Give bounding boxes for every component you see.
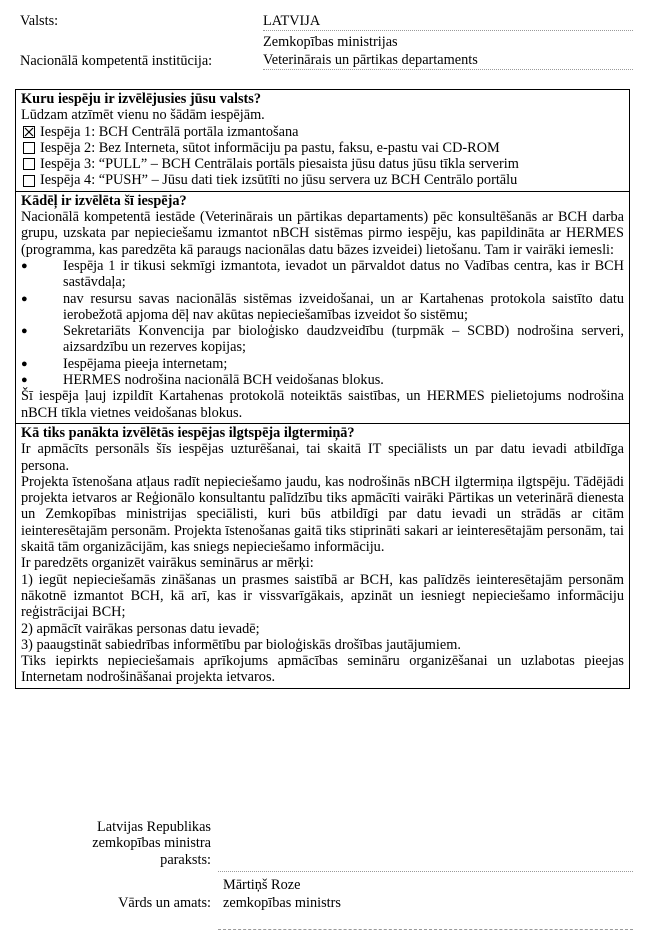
checkbox-icon[interactable]	[23, 142, 35, 154]
sustainability-paragraph: Ir apmācīts personāls šīs iespējas uzturēšanai, tai skaitā IT speciālists un par datu ievadi atbildīga persona.	[21, 441, 624, 474]
reason-bullet-text: Sekretariāts Konvencija par bioloģisko daudzveidību (turpmāk – SCBD) nodrošina serveri, aizsardzību un rezerves kopijas;	[63, 323, 624, 356]
reason-bullet	[21, 356, 624, 372]
institution-underline	[263, 69, 633, 70]
signature-label-line2: zemkopības ministra	[92, 835, 211, 852]
sustainability-section	[16, 423, 629, 688]
institution-name-line1: Zemkopības ministrijas	[263, 34, 398, 50]
option-2-label: Iespēja 2: Bez Interneta, sūtot informāciju pa pastu, faksu, e-pastu vai CD-ROM	[40, 139, 500, 156]
signature-label	[92, 819, 211, 868]
reason-bullet	[21, 372, 624, 388]
sustainability-question: Kā tiks panākta izvēlētās iespējas ilgtspēja ilgtermiņā?	[21, 424, 355, 441]
bullet-icon: ●	[21, 292, 28, 305]
option-4-label: Iespēja 4: “PUSH” – Jūsu dati tiek izsūtīti no jūsu servera uz BCH Centrālo portālu	[40, 172, 518, 189]
options-section	[16, 90, 629, 191]
sustainability-paragraph: 3) paaugstināt sabiedrības informētību par bioloģiskās drošības jautājumiem.	[21, 636, 461, 653]
bullet-icon: ●	[21, 357, 28, 370]
option-1-label: Iespēja 1: BCH Centrālā portāla izmantošana	[40, 123, 299, 140]
option-4[interactable]	[21, 172, 624, 188]
sustainability-paragraph: 1) iegūt nepieciešamās zināšanas un prasmes saistībā ar BCH, kas palīdzēs ieinteresētajām personām nākotnē izmantot BCH, kā arī, kas ir vissvarīgākais, apzināt un iesniegt nepieciešamo informāciju reģistrācijai BCH;	[21, 571, 624, 621]
sustainability-paragraph: Tiks iepirkts nepieciešamais aprīkojums apmācības semināru organizēšanai un uzlabotas pieejas Internetam nodrošināšanai projekta ietvaros.	[21, 653, 624, 686]
checkbox-icon[interactable]	[23, 175, 35, 187]
country-underline	[263, 30, 633, 31]
country-value: LATVIJA	[263, 13, 321, 29]
reason-bullet-text: Iespējama pieeja internetam;	[63, 355, 228, 372]
sustainability-paragraph: 2) apmācīt vairākas personas datu ievadē;	[21, 620, 260, 637]
bullet-icon: ●	[21, 325, 28, 338]
reason-bullet	[21, 291, 624, 324]
signer-title: zemkopības ministrs	[223, 895, 341, 911]
reason-bullet-text: nav resursu savas nacionālās sistēmas izveidošanai, un ar Kartahenas protokola saistīto datu ierobežotā apjoma dēļ nav akūtas nepieciešamības izveidot šo sistēmu;	[63, 290, 624, 323]
country-label: Valsts:	[20, 13, 59, 29]
reason-section	[16, 191, 629, 423]
signature-label-line3: paraksts:	[160, 851, 211, 868]
bullet-icon: ●	[21, 259, 28, 272]
sustainability-paragraph: Projekta īstenošana atļaus radīt nepieciešamo jaudu, kas nodrošinās nBCH ilgtermiņa ilgtspēju. Tādējādi projekta ietvaros ar Reģionālo konsultantu palīdzību tiks apmācīti vairāki Pārtikas un veterinārā dienesta un Zemkopības ministrijas speciālisti, kuri būs atbildīgi par datu ievadi un strādās ar citām ieinteresētajām personām. Projekta īstenošanas gaitā tiks stiprināti sakari ar ieinteresētajām personām, tai skaitā tām organizācijām, kas sniegs nepieciešamo informāciju.	[21, 473, 624, 556]
sustainability-paragraph: Ir paredzēts organizēt vairākus seminārus ar mērķi:	[21, 555, 314, 572]
option-2[interactable]	[21, 140, 624, 156]
name-label: Vārds un amats:	[118, 895, 211, 911]
reason-bullet	[21, 323, 624, 356]
checkbox-checked-icon[interactable]	[23, 126, 35, 138]
reason-bullet	[21, 258, 624, 291]
signature-line	[218, 871, 633, 872]
options-question: Kuru iespēju ir izvēlējusies jūsu valsts?	[21, 91, 262, 107]
option-1[interactable]	[21, 124, 624, 140]
reason-question: Kādēļ ir izvēlēta šī iespēja?	[21, 192, 187, 209]
reason-bullet-text: HERMES nodrošina nacionālā BCH veidošanas blokus.	[63, 372, 384, 389]
signature-label-line1: Latvijas Republikas	[97, 819, 211, 835]
institution-label: Nacionālā kompetentā institūcija:	[20, 53, 213, 69]
checkbox-icon[interactable]	[23, 158, 35, 170]
option-3[interactable]	[21, 156, 624, 172]
reason-intro: Nacionālā kompetentā iestāde (Veterinārais un pārtikas departaments) pēc konsultēšanās ar BCH darba grupu, uzskata par nepieciešamu izmantot nBCH sistēmas pirmo iespēju, kas papildināta ar HERMES (programma, kas paredzēta kā paraugs nacionālas datu bāzes izveidei) lietošanu. Tam ir vairāki iemesli:	[21, 209, 624, 258]
signer-name: Mārtiņš Roze	[223, 877, 301, 893]
options-instruction: Lūdzam atzīmēt vienu no šādām iespējām.	[21, 107, 265, 124]
institution-name-line2: Veterinārais un pārtikas departaments	[263, 52, 478, 68]
bullet-icon: ●	[21, 374, 28, 387]
questionnaire-table	[15, 89, 630, 689]
reason-conclusion: Šī iespēja ļauj izpildīt Kartahenas protokolā noteiktās saistības, un HERMES pielietojums nodrošina nBCH tīkla vietnes veidošanas blokus.	[21, 388, 624, 421]
option-3-label: Iespēja 3: “PULL” – BCH Centrālais portāls piesaista jūsu datus jūsu tīkla serverim	[40, 156, 519, 173]
reason-bullet-text: Iespēja 1 ir tikusi sekmīgi izmantota, ievadot un pārvaldot datus no Vadības centra, kas ir BCH sastāvdaļa;	[63, 257, 624, 291]
name-line	[218, 929, 633, 930]
